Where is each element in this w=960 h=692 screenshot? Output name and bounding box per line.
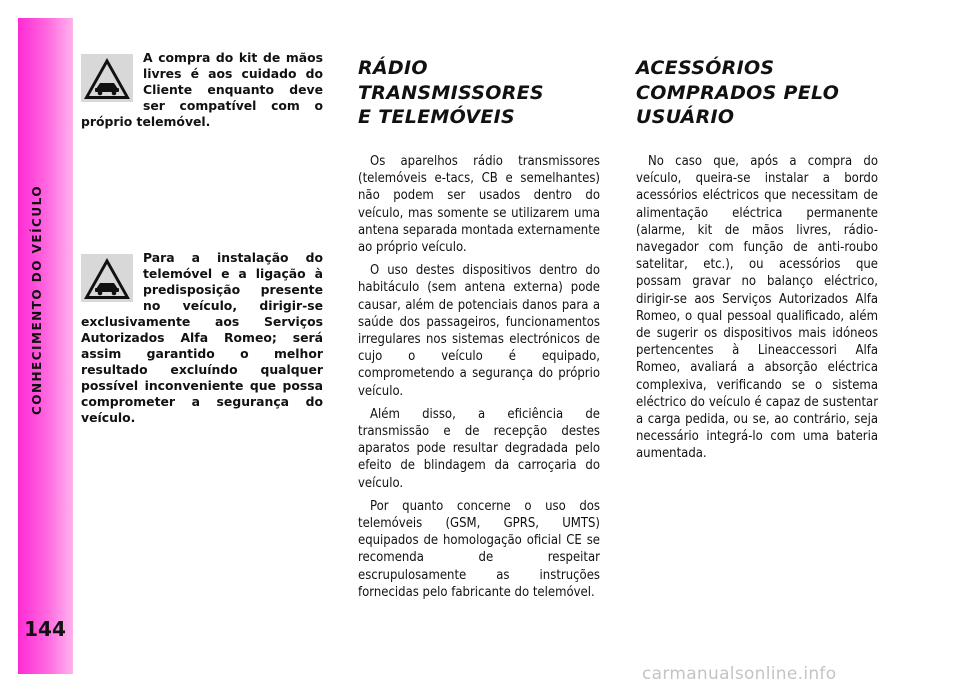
heading-line: TRANSMISSORES (358, 81, 544, 104)
heading-line: USUÁRIO (636, 106, 735, 128)
section-title: CONHECIMENTO DO VEÍCULO (30, 184, 44, 416)
warning-car-icon (81, 54, 133, 102)
watermark-text: carmanualsonline.info (642, 664, 837, 684)
body-paragraph: No caso que, após a compra do veículo, queira-se instalar a bordo acessórios eléctricos que necessitam de alimentação eléctrica permanente (alarme, kit de mãos livres, rádio-navegador com função de anti-roubo satelitar, etc.), ou acessórios que possam gravar no balanço eléctrico, dirigir-se aos Serviços Autorizados Alfa Romeo, o qual pessoal qualificado, além de sugerir os dispositivos mais idóneos pertencentes à Lineaccessori Alfa Romeo, avaliará a absorção eléctrica complexiva, verificando se o sistema eléctrico do veículo é capaz de sustentar a carga pedida, ou se, ao contrário, seja necessário integrá-lo com uma bateria aumentada. (636, 154, 878, 462)
radio-section-body (358, 153, 600, 607)
section-side-strip (18, 18, 73, 674)
warning-note-handsfree (81, 50, 323, 130)
body-paragraph: O uso destes dispositivos dentro do habitáculo (sem antena externa) pode causar, além de potenciais danos para a saúde dos passageiros, funcionamentos irregulares nos sistemas electrónicos de cujo o veículo é equipado, comprometendo a segurança do próprio veículo. (358, 263, 600, 399)
heading-line: COMPRADOS PELO (636, 81, 840, 104)
body-paragraph: Além disso, a eficiência de transmissão e de recepção destes aparatos pode resultar degradada pelo efeito de blindagem da carroçaria do veículo. (358, 406, 600, 491)
warning-note-text: Para a instalação do telemóvel e a ligação à predisposição presente no veículo, dirigir-se exclusivamente aos Serviços Autorizados Alfa Romeo; será assim garantido o melhor resultado excluíndo qualquer possível inconveniente que possa comprometer a segurança do veículo. (81, 250, 323, 425)
warning-car-icon (81, 254, 133, 302)
accessories-section-body (636, 153, 878, 469)
body-paragraph: Por quanto concerne o uso dos telemóveis (GSM, GPRS, UMTS) equipados de homologação oficial CE se recomenda de respeitar escrupulosamente as instruções fornecidas pelo fabricante do telemóvel. (358, 498, 600, 600)
heading-line: E TELEMÓVEIS (358, 106, 516, 128)
heading-line: RÁDIO (358, 57, 428, 79)
warning-note-installation (81, 250, 323, 426)
accessories-section-heading (636, 56, 839, 130)
radio-section-heading (358, 56, 544, 130)
body-paragraph: Os aparelhos rádio transmissores (telemóveis e-tacs, CB e semelhantes) não podem ser usados dentro do veículo, mas somente se utilizarem uma antena separada montada externamente ao próprio veículo. (358, 154, 600, 256)
heading-line: ACESSÓRIOS (636, 57, 775, 79)
page-number: 144 (24, 617, 66, 641)
warning-note-text: A compra do kit de mãos livres é aos cuidado do Cliente enquanto deve ser compatível com o próprio telemóvel. (81, 50, 323, 129)
